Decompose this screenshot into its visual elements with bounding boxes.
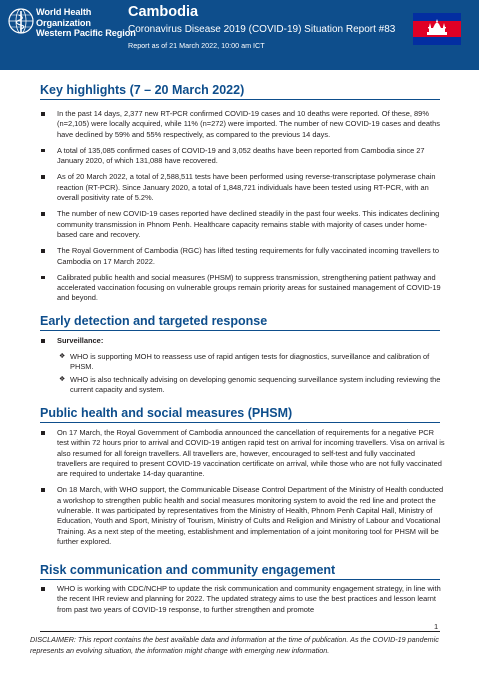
risk-list [40,584,445,621]
footer-divider [40,631,440,632]
surveillance-sublist [40,352,445,397]
who-emblem-icon [6,6,36,36]
list-item: The number of new COVID-19 cases reported have declined steadily in the past four weeks. This indicates declining community transmission in Phnom Penh. Healthcare capacity remains stable with majority of cases under home-based care and recovery. [40,209,445,240]
disclaimer: DISCLAIMER: This report contains the best available data and information at the time of publication. As the COVID-19 pandemic represents an evolving situation, the information might change with emerging new information. [30,635,439,655]
list-item: As of 20 March 2022, a total of 2,588,511 tests have been performed using reverse-transcriptase polymerase chain reaction (RT-PCR). Since January 2020, a total of 1,848,721 individuals have been tested using RT-PCR, with an overall positivity rate of 5.2%. [40,172,445,203]
list-item: ❖ WHO is supporting MOH to reassess use of rapid antigen tests for diagnostics, surveillance and calibration of PHSM. [59,352,430,372]
bullet-icon [41,112,45,116]
report-title: Coronavirus Disease 2019 (COVID-19) Situation Report #83 [128,24,396,35]
highlights-heading: Key highlights (7 – 20 March 2022) [40,83,245,97]
list-item: On 18 March, with WHO support, the Communicable Disease Control Department of the Ministry of Health conducted a workshop to strengthen public health and social measures monitoring system to avoid the red line and protect the vulnerable. It was participated by representatives from the Ministry of Health, Phnom Penh Capital Hall, Ministry of Education, Youth and Sport, Ministry of Tourism, Ministry of Cults and Religion and Ministry of Labour and Vocational Training. As a next step of the meeting, establishment and implementation of a joint monitoring tool for PHSM will be further explored. [40,485,445,547]
highlights-divider [40,99,440,100]
page-number: 1 [434,622,439,631]
report-date: Report as of 21 March 2022, 10:00 am ICT [128,41,265,50]
bullet-icon [41,175,45,179]
diamond-bullet-icon: ❖ [59,375,66,383]
list-item: On 17 March, the Royal Government of Cambodia announced the cancellation of requirements for a negative PCR test within 72 hours prior to arrival and COVID-19 antigen rapid test on arrival for incoming travellers. Visa on arrival is also resumed for all foreign travellers. All travellers are, however, encouraged to self-test and fully vaccinated travellers are required to present COVID-19 vaccination certificate on arrival, while those who are not fully vaccinated are required to undertake 14-day quarantine. [40,428,445,479]
early-detection-divider [40,330,440,331]
diamond-bullet-icon: ❖ [59,353,66,360]
list-item: In the past 14 days, 2,377 new RT-PCR confirmed COVID-19 cases and 10 deaths were reported. Of these, 89% (n=2,105) were locally acquired, while 11% (n=272) were imported. The number of new COVID-19 cases and deaths have declined by 59% and 55% respectively, as compared to the previous 14 days. [40,109,445,140]
phsm-list [40,428,445,553]
early-detection-heading: Early detection and targeted response [40,314,268,328]
who-logo [6,6,136,50]
list-item: The Royal Government of Cambodia (RGC) has lifted testing requirements for fully vaccinated incoming travellers to Cambodia on 17 March 2022. [40,246,445,267]
organization-name [36,7,136,39]
org-line-3: Western Pacific Region [36,28,136,38]
list-item: Surveillance: [40,336,445,346]
phsm-divider [40,422,440,423]
bullet-icon [41,488,45,492]
risk-heading: Risk communication and community engagement [40,563,336,577]
early-detection-list [40,336,445,352]
list-item: ❖ WHO is also technically advising on developing genomic sequencing surveillance system including reviewing the current capacity and system. [59,374,441,394]
list-item: WHO is working with CDC/NCHP to update the risk communication and community engagement strategy, in line with the recent IHR review and planning for 2022. The updated strategy aims to use the best practices and lesson learnt from past two years of COVID-19 response, to further strengthen and promote [40,584,445,615]
risk-divider [40,579,440,580]
bullet-icon [41,587,45,591]
bullet-icon [41,431,45,435]
bullet-icon [41,339,45,343]
bullet-icon [41,212,45,216]
highlights-list [40,109,445,310]
cambodia-flag-icon [413,13,461,45]
list-item: Calibrated public health and social measures (PHSM) to suppress transmission, strengthening patient pathway and accelerated vaccination focusing on vulnerable groups remain priority areas for sustained management of COVID-19 and beyond. [40,273,445,304]
org-line-1: World Health [36,7,92,17]
bullet-icon [41,249,45,253]
phsm-heading: Public health and social measures (PHSM) [40,406,293,420]
org-line-2: Organization [36,17,91,28]
bullet-icon [41,276,45,280]
country-name: Cambodia [128,4,199,20]
report-banner [0,0,479,70]
bullet-icon [41,149,45,153]
list-item: A total of 135,085 confirmed cases of COVID-19 and 3,052 deaths have been reported from Cambodia since 27 January 2020, of which 131,088 have recovered. [40,146,445,167]
